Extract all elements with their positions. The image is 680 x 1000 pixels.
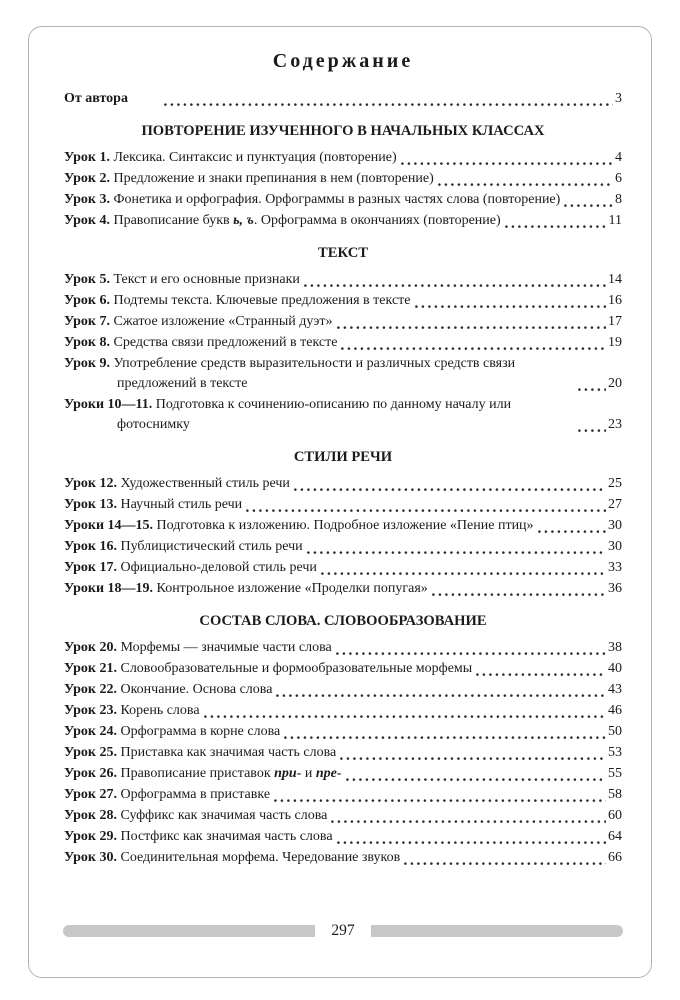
toc-entry <box>64 638 622 658</box>
entry-page-number: 16 <box>608 293 622 308</box>
entry-page-number: 60 <box>608 808 622 823</box>
entry-page-number: 58 <box>608 787 622 802</box>
entry-page-number: 53 <box>608 745 622 760</box>
entry-label: Урок 30. <box>64 850 117 865</box>
entry-label: Урок 25. <box>64 745 117 760</box>
dot-leader <box>346 778 606 781</box>
toc-entry <box>64 148 622 168</box>
entry-text: Урок 25. Приставка как значимая часть слова <box>64 745 337 760</box>
dot-leader <box>438 183 613 186</box>
entry-text: Урок 9. Употребление средств выразительности и различных средств связи предложений в тексте <box>64 356 516 391</box>
toc-entry <box>64 395 622 435</box>
entry-label: Урок 1. <box>64 150 110 165</box>
toc-entry <box>64 558 622 578</box>
toc-entry <box>64 291 622 311</box>
entry-text: Урок 5. Текст и его основные признаки <box>64 272 300 287</box>
entry-text: Уроки 18—19. Контрольное изложение «Проделки попугая» <box>64 581 428 596</box>
entry-page-number: 19 <box>608 335 622 350</box>
dot-leader <box>164 103 613 106</box>
toc-entry <box>64 190 622 210</box>
dot-leader <box>401 162 613 165</box>
toc-entry <box>64 785 622 805</box>
entry-text: Урок 27. Орфограмма в приставке <box>64 787 271 802</box>
toc-entry <box>64 701 622 721</box>
toc-entry <box>64 312 622 332</box>
dot-leader <box>204 715 606 718</box>
dot-leader <box>336 652 606 655</box>
toc-entry <box>64 827 622 847</box>
entry-text: Урок 20. Морфемы — значимые части слова <box>64 640 332 655</box>
toc-entry <box>64 848 622 868</box>
dot-leader <box>340 757 606 760</box>
emphasized-text: пре- <box>315 766 342 781</box>
toc-entry <box>64 806 622 826</box>
entry-label: Урок 29. <box>64 829 117 844</box>
entry-page-number: 30 <box>608 518 622 533</box>
dot-leader <box>415 305 607 308</box>
entry-label: Урок 7. <box>64 314 110 329</box>
section-heading: СТИЛИ РЕЧИ <box>293 449 393 465</box>
entry-page-number: 4 <box>615 150 622 165</box>
entry-label: Урок 24. <box>64 724 117 739</box>
toc-entry <box>64 743 622 763</box>
entry-page-number: 40 <box>608 661 622 676</box>
dot-leader <box>294 488 606 491</box>
toc-entry <box>64 537 622 557</box>
entry-page-number: 6 <box>615 171 622 186</box>
toc-entry <box>64 722 622 742</box>
toc-entry <box>64 495 622 515</box>
entry-label: Урок 8. <box>64 335 110 350</box>
entry-page-number: 36 <box>608 581 622 596</box>
toc-entry <box>64 764 622 784</box>
entry-label: Урок 17. <box>64 560 117 575</box>
toc-list <box>64 89 622 868</box>
entry-page-number: 43 <box>608 682 622 697</box>
entry-page-number: 23 <box>608 417 622 432</box>
dot-leader <box>284 736 606 739</box>
entry-text: Урок 8. Средства связи предложений в тексте <box>64 335 338 350</box>
toc-entry <box>64 516 622 536</box>
entry-label: Урок 2. <box>64 171 110 186</box>
entry-label: Урок 5. <box>64 272 110 287</box>
entry-page-number: 38 <box>608 640 622 655</box>
entry-label: От автора <box>64 91 128 106</box>
entry-label: Урок 28. <box>64 808 117 823</box>
toc-entry <box>64 333 622 353</box>
entry-page-number: 14 <box>608 272 622 287</box>
entry-page-number: 46 <box>608 703 622 718</box>
entry-label: Урок 23. <box>64 703 117 718</box>
entry-page-number: 20 <box>608 376 622 391</box>
entry-label: Урок 21. <box>64 661 117 676</box>
toc-entry <box>64 169 622 189</box>
entry-label: Урок 3. <box>64 192 110 207</box>
entry-text: Урок 12. Художественный стиль речи <box>64 476 290 491</box>
entry-text: Урок 16. Публицистический стиль речи <box>64 539 303 554</box>
dot-leader <box>538 530 606 533</box>
page-title: Содержание <box>272 50 414 72</box>
toc-entry <box>64 579 622 599</box>
toc-entry <box>64 270 622 290</box>
entry-text: Урок 6. Подтемы текста. Ключевые предложения в тексте <box>64 293 411 308</box>
entry-page-number: 11 <box>608 213 622 228</box>
section-heading: СОСТАВ СЛОВА. СЛОВООБРАЗОВАНИЕ <box>199 613 487 629</box>
section-heading: ПОВТОРЕНИЕ ИЗУЧЕННОГО В НАЧАЛЬНЫХ КЛАССАХ <box>141 123 545 139</box>
entry-page-number: 8 <box>615 192 622 207</box>
entry-label: Урок 6. <box>64 293 110 308</box>
page-number: 297 <box>315 920 370 942</box>
entry-label: Урок 22. <box>64 682 117 697</box>
dot-leader <box>274 799 606 802</box>
entry-text: Урок 24. Орфограмма в корне слова <box>64 724 281 739</box>
entry-label: Урок 13. <box>64 497 117 512</box>
toc-entry <box>64 211 622 231</box>
entry-label: Уроки 18—19. <box>64 581 154 596</box>
toc-entry <box>64 89 622 109</box>
dot-leader <box>331 820 606 823</box>
entry-text: Урок 21. Словообразовательные и формообразовательные морфемы <box>64 661 473 676</box>
entry-page-number: 33 <box>608 560 622 575</box>
entry-page-number: 55 <box>608 766 622 781</box>
dot-leader <box>337 841 606 844</box>
dot-leader <box>578 429 606 432</box>
entry-page-number: 3 <box>615 91 622 106</box>
dot-leader <box>505 225 607 228</box>
dot-leader <box>404 862 606 865</box>
entry-page-number: 25 <box>608 476 622 491</box>
dot-leader <box>307 551 606 554</box>
entry-text: Урок 30. Соединительная морфема. Чередование звуков <box>64 850 401 865</box>
entry-label: Урок 27. <box>64 787 117 802</box>
entry-page-number: 17 <box>608 314 622 329</box>
section-heading: ТЕКСТ <box>318 245 368 261</box>
entry-label: Урок 16. <box>64 539 117 554</box>
dot-leader <box>564 204 613 207</box>
dot-leader <box>246 509 606 512</box>
dot-leader <box>341 347 606 350</box>
dot-leader <box>304 284 606 287</box>
entry-text: Урок 29. Постфикс как значимая часть слова <box>64 829 333 844</box>
dot-leader <box>337 326 606 329</box>
toc-entry <box>64 659 622 679</box>
entry-label: Урок 20. <box>64 640 117 655</box>
entry-text: Урок 23. Корень слова <box>64 703 200 718</box>
entry-text: Уроки 14—15. Подготовка к изложению. Подробное изложение «Пение птиц» <box>64 518 534 533</box>
entry-text: Урок 1. Лексика. Синтаксис и пунктуация (повторение) <box>64 150 397 165</box>
entry-label: Уроки 10—11. <box>64 397 153 412</box>
entry-page-number: 64 <box>608 829 622 844</box>
entry-text: Урок 28. Суффикс как значимая часть слова <box>64 808 328 823</box>
entry-label: Урок 12. <box>64 476 117 491</box>
dot-leader <box>578 388 606 391</box>
page-content <box>64 50 622 869</box>
entry-text <box>64 89 160 109</box>
toc-entry <box>64 680 622 700</box>
entry-text: Урок 7. Сжатое изложение «Странный дуэт» <box>64 314 333 329</box>
entry-page-number: 66 <box>608 850 622 865</box>
dot-leader <box>321 572 606 575</box>
entry-text: Урок 26. Правописание приставок при- и пре- <box>64 766 342 781</box>
emphasized-text: ь, ъ <box>233 213 254 228</box>
emphasized-text: при- <box>274 766 302 781</box>
entry-page-number: 50 <box>608 724 622 739</box>
entry-text: Урок 22. Окончание. Основа слова <box>64 682 273 697</box>
entry-label: Урок 4. <box>64 213 110 228</box>
entry-label: Урок 9. <box>64 356 110 371</box>
page-footer <box>63 920 623 942</box>
entry-label: Уроки 14—15. <box>64 518 154 533</box>
dot-leader <box>476 673 606 676</box>
entry-page-number: 30 <box>608 539 622 554</box>
dot-leader <box>276 694 606 697</box>
dot-leader <box>432 593 606 596</box>
toc-entry <box>64 474 622 494</box>
entry-text: Урок 2. Предложение и знаки препинания в нем (повторение) <box>64 171 434 186</box>
entry-text: Урок 17. Официально-деловой стиль речи <box>64 560 317 575</box>
entry-label: Урок 26. <box>64 766 117 781</box>
toc-entry <box>64 354 622 394</box>
entry-text: Урок 13. Научный стиль речи <box>64 497 243 512</box>
entry-text: Урок 4. Правописание букв ь, ъ. Орфограмма в окончаниях (повторение) <box>64 213 501 228</box>
entry-page-number: 27 <box>608 497 622 512</box>
entry-text: Уроки 10—11. Подготовка к сочинению-описанию по данному началу или фотоснимку <box>64 397 512 432</box>
entry-text: Урок 3. Фонетика и орфография. Орфограммы в разных частях слова (повторение) <box>64 192 561 207</box>
